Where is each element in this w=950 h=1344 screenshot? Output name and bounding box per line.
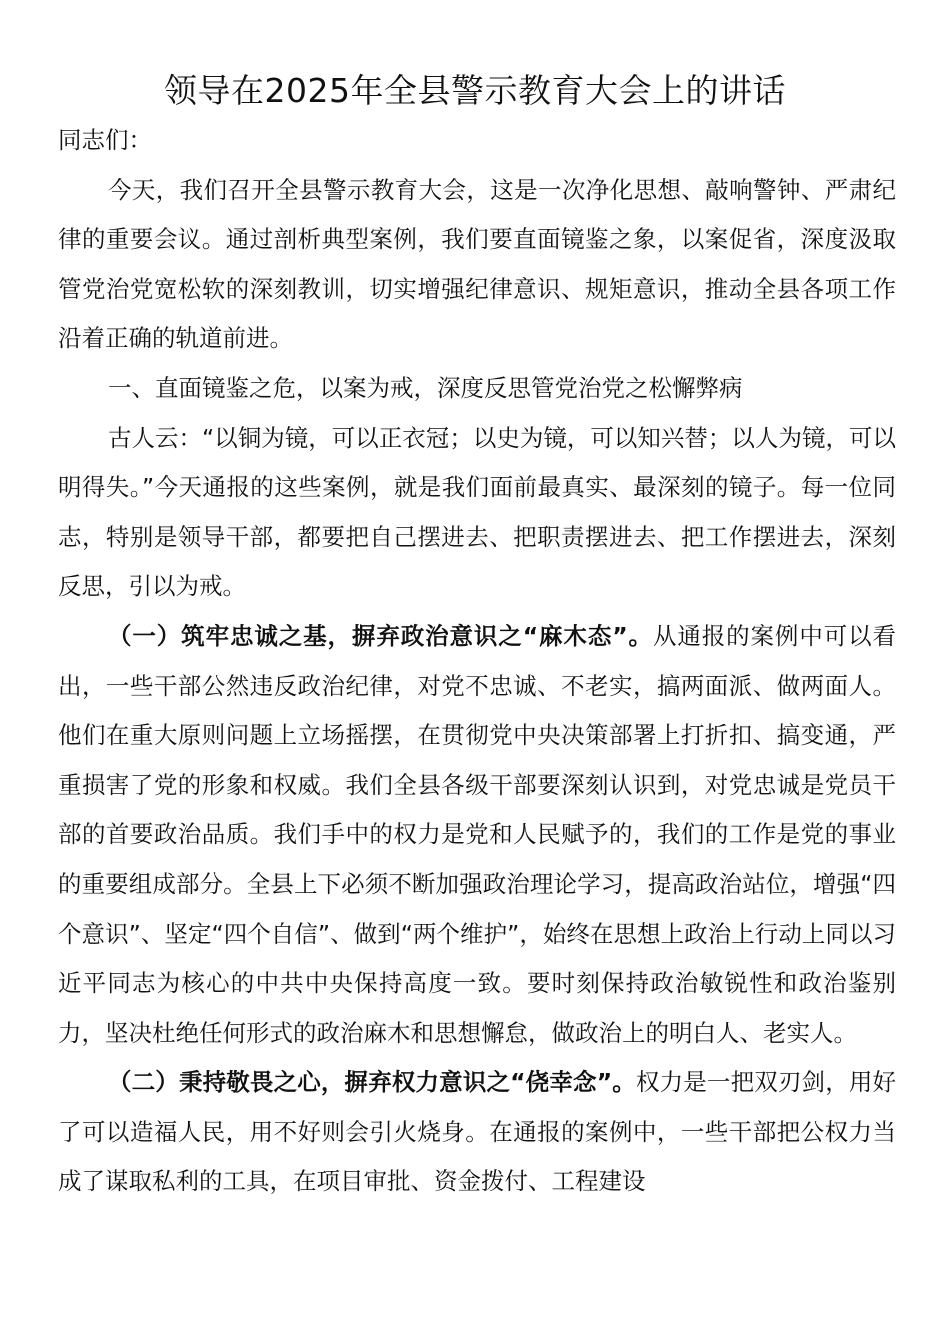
- subsection-2-heading: （二）秉持敬畏之心，摒弃权力意识之“侥幸念”。: [108, 1068, 636, 1097]
- subsection-2-paragraph: [58, 1058, 896, 1207]
- intro-paragraph: 今天，我们召开全县警示教育大会，这是一次净化思想、敲响警钟、严肃纪律的重要会议。通过剖析典型案例，我们要直面镜鉴之象，以案促省，深度汲取管党治党宽松软的深刻教训，切实增强纪律意识、规矩意识，推动全县各项工作沿着正确的轨道前进。: [58, 175, 896, 353]
- document-title: 领导在2025年全县警示教育大会上的讲话: [164, 71, 786, 110]
- subsection-1-paragraph: [58, 612, 896, 1058]
- subsection-1-heading: （一）筑牢忠诚之基，摒弃政治意识之“麻木态”。: [108, 621, 653, 650]
- salutation: 同志们：: [58, 126, 152, 154]
- subsection-2-body: 权力是一把双刃剑，用好了可以造福人民，用不好则会引火烧身。在通报的案例中，一些干部把公权力当成了谋取私利的工具，在项目审批、资金拨付、工程建设: [58, 1068, 897, 1196]
- section-1-heading: 一、直面镜鉴之危，以案为戒，深度反思管党治党之松懈弊病: [108, 373, 743, 402]
- section-1-paragraph: 古人云：“以铜为镜，可以正衣冠；以史为镜，可以知兴替；以人为镜，可以明得失。”今天通报的这些案例，就是我们面前最真实、最深刻的镜子。每一位同志，特别是领导干部，都要把自己摆进去、把职责摆进去、把工作摆进去，深刻反思，引以为戒。: [58, 423, 896, 601]
- subsection-1-body: 从通报的案例中可以看出，一些干部公然违反政治纪律，对党不忠诚、不老实，搞两面派、做两面人。他们在重大原则问题上立场摇摆，在贯彻党中央决策部署上打折扣、搞变通，严重损害了党的形象和权威。我们全县各级干部要深刻认识到，对党忠诚是党员干部的首要政治品质。我们手中的权力是党和人民赋予的，我们的工作是党的事业的重要组成部分。全县上下必须不断加强政治理论学习，提高政治站位，增强“四个意识”、坚定“四个自信”、做到“两个维护”，始终在思想上政治上行动上同以习近平同志为核心的中共中央保持高度一致。要时刻保持政治敏锐性和政治鉴别力，坚决杜绝任何形式的政治麻木和思想懈怠，做政治上的明白人、老实人。: [58, 621, 896, 1047]
- document-body: [58, 116, 896, 1207]
